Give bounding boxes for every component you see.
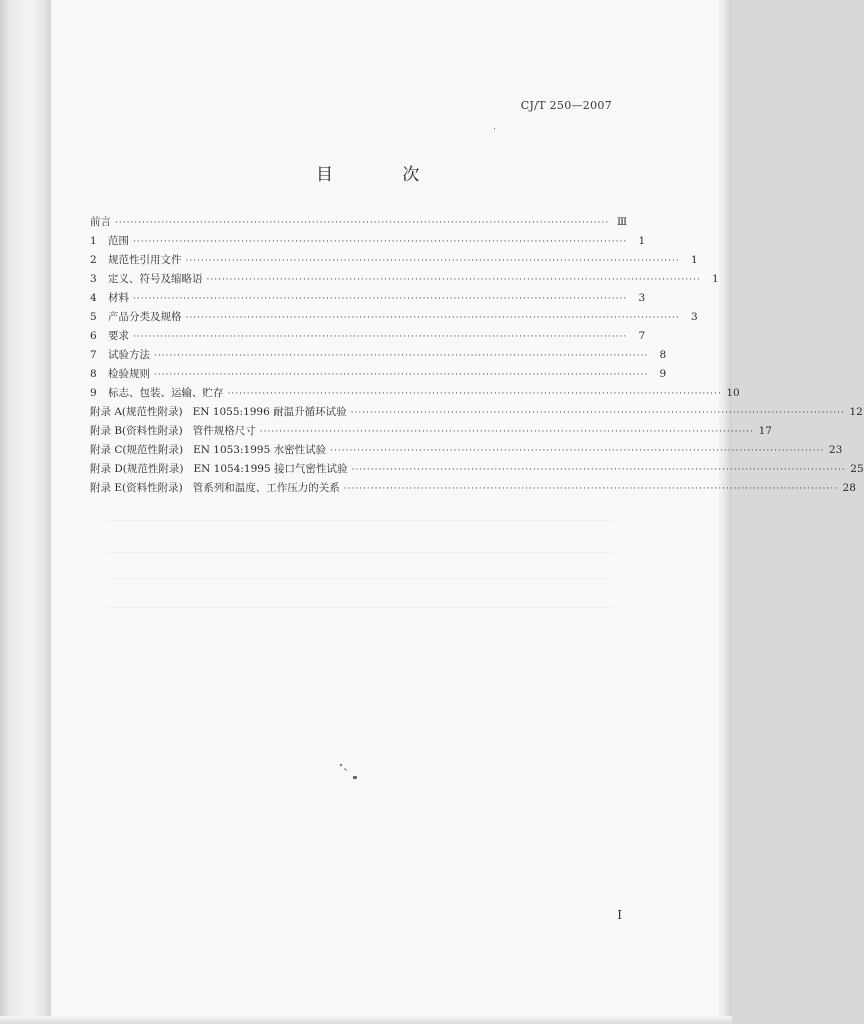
leader-dots: ································································································································	[330, 446, 825, 456]
leader-dots: ································································································································	[154, 351, 649, 361]
toc-entry-number: 3	[90, 273, 97, 285]
toc-entry-appendix[interactable]	[90, 442, 843, 461]
page-bottom-edge	[0, 1016, 732, 1024]
leader-dots: ································································································································	[185, 256, 680, 266]
leader-dots: ································································································································	[185, 313, 680, 323]
toc-entry-label: 附录 D(规范性附录) EN 1054:1995 接口气密性试验	[90, 463, 348, 475]
toc-entry-appendix[interactable]	[90, 423, 772, 442]
toc-entry-label: 要求	[108, 330, 129, 342]
toc-entry-label: 附录 E(资料性附录) 管系列和温度、工作压力的关系	[90, 482, 340, 494]
toc-entry-page: 3	[638, 292, 646, 304]
toc-entry-label: 附录 C(规范性附录) EN 1053:1995 水密性试验	[90, 444, 327, 456]
leader-dots: ································································································································	[133, 332, 628, 342]
toc-entry-number: 4	[90, 292, 97, 304]
toc-entry-page: 1	[712, 273, 719, 285]
toc-entry-label: 规范性引用文件	[108, 254, 182, 266]
toc-entry-number: 1	[90, 235, 97, 247]
page-edge-shadow	[718, 0, 732, 1024]
show-through-line	[110, 578, 610, 579]
show-through-line	[110, 552, 610, 553]
table-of-contents	[90, 214, 864, 499]
toc-entry-page: Ⅲ	[617, 216, 628, 228]
leader-dots: ································································································································	[227, 389, 722, 399]
binding-shadow	[0, 0, 52, 1024]
toc-entry-appendix[interactable]	[90, 461, 864, 480]
toc-entry-page: 9	[659, 368, 667, 380]
toc-entry[interactable]	[90, 347, 667, 366]
leader-dots: ································································································································	[259, 427, 754, 437]
toc-entry-label: 试验方法	[108, 349, 150, 361]
toc-entry-label: 前言	[90, 216, 111, 228]
toc-entry[interactable]	[90, 309, 698, 328]
leader-dots: ································································································································	[351, 465, 846, 475]
toc-entry-label: 范围	[108, 235, 129, 247]
toc-entry-label: 定义、符号及缩略语	[108, 273, 203, 285]
scan-speck	[494, 128, 495, 129]
toc-entry-page: 7	[638, 330, 646, 342]
toc-entry-label: 材料	[108, 292, 129, 304]
toc-entry[interactable]	[90, 290, 646, 309]
toc-entry-label: 检验规则	[108, 368, 150, 380]
toc-entry-page: 3	[691, 311, 698, 323]
toc-entry-page: 28	[842, 482, 856, 494]
toc-entry[interactable]	[90, 328, 646, 347]
toc-entry-label: 附录 B(资料性附录) 管件规格尺寸	[90, 425, 256, 437]
toc-entry-page: 10	[726, 387, 740, 399]
toc-entry-number: 7	[90, 349, 97, 361]
standard-code: CJ/T 250—2007	[520, 99, 612, 112]
leader-dots: ································································································································	[133, 294, 628, 304]
toc-entry[interactable]	[90, 385, 740, 404]
page-number: I	[617, 908, 622, 922]
toc-entry[interactable]	[90, 271, 719, 290]
leader-dots: ································································································································	[350, 408, 845, 418]
toc-entry-page: 1	[638, 235, 646, 247]
toc-entry[interactable]	[90, 366, 667, 385]
show-through-line	[110, 607, 610, 608]
toc-entry-appendix[interactable]	[90, 480, 856, 499]
leader-dots: ································································································································	[206, 275, 701, 285]
toc-entry-label: 标志、包装、运输、贮存	[108, 387, 224, 399]
toc-entry-page: 17	[758, 425, 772, 437]
toc-entry-label: 附录 A(规范性附录) EN 1055:1996 耐温升循环试验	[90, 406, 347, 418]
toc-entry-number: 2	[90, 254, 97, 266]
toc-entry-appendix[interactable]	[90, 404, 863, 423]
toc-entry-number: 6	[90, 330, 97, 342]
leader-dots: ································································································································	[115, 218, 610, 228]
toc-entry-page: 8	[659, 349, 667, 361]
toc-entry-number: 8	[90, 368, 97, 380]
toc-entry-page: 12	[849, 406, 863, 418]
page-title: 目 次	[316, 165, 452, 185]
leader-dots: ································································································································	[343, 484, 838, 494]
leader-dots: ································································································································	[154, 370, 649, 380]
toc-entry[interactable]	[90, 252, 698, 271]
leader-dots: ································································································································	[133, 237, 628, 247]
scan-speck	[353, 776, 357, 779]
toc-entry-page: 23	[828, 444, 843, 456]
toc-entry-number: 9	[90, 387, 97, 399]
toc-entry-page: 25	[850, 463, 864, 475]
scan-speck	[344, 768, 347, 771]
toc-entry-number: 5	[90, 311, 97, 323]
toc-entry[interactable]	[90, 233, 646, 252]
show-through-line	[110, 520, 610, 521]
toc-entry[interactable]	[90, 214, 628, 233]
scan-speck	[340, 764, 343, 767]
toc-entry-label: 产品分类及规格	[108, 311, 182, 323]
toc-entry-page: 1	[691, 254, 698, 266]
